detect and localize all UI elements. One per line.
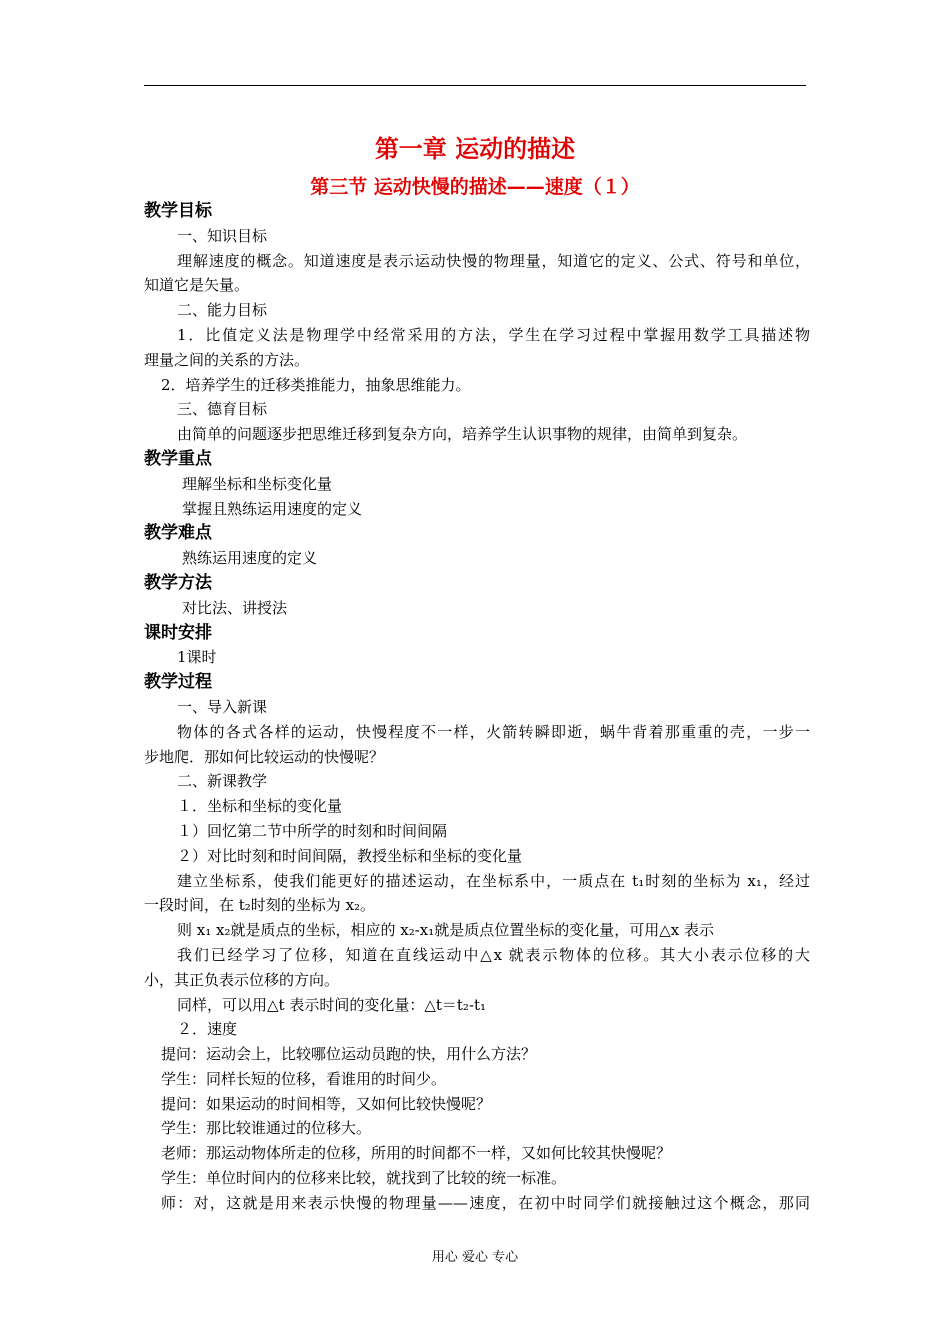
chapter-title: 第一章 运动的描述 — [374, 135, 576, 163]
text-line: 1．比值定义法是物理学中经常采用的方法，学生在学习过程中掌握用数学工具描述物 — [177, 325, 810, 344]
text-line: 老师：那运动物体所走的位移，所用的时间都不一样，又如何比较其快慢呢？ — [161, 1144, 672, 1163]
text-line: 则 x₁ x₂就是质点的坐标，相应的 x₂-x₁就是质点位置坐标的变化量，可用△x 表示 — [177, 921, 715, 940]
section-heading: 教学方法 — [144, 572, 212, 593]
text-line: 提问：如果运动的时间相等，又如何比较快慢呢？ — [161, 1094, 492, 1113]
text-line: 二、能力目标 — [177, 301, 268, 320]
section-heading: 课时安排 — [144, 622, 212, 643]
text-line: 物体的各式各样的运动，快慢程度不一样，火箭转瞬即逝，蜗牛背着那重重的壳，一步一 — [177, 722, 810, 741]
text-line: 1课时 — [177, 648, 217, 667]
text-line: 掌握且熟练运用速度的定义 — [182, 499, 363, 518]
text-line: 一、知识目标 — [177, 226, 268, 245]
section-heading: 教学重点 — [144, 448, 212, 469]
text-line: 建立坐标系，使我们能更好的描述运动，在坐标系中，一质点在 t₁时刻的坐标为 x₁，经过 — [177, 871, 810, 890]
text-line: ２）对比时刻和时间间隔，教授坐标和坐标的变化量 — [177, 846, 523, 865]
header-rule — [144, 85, 806, 86]
text-line: １）回忆第二节中所学的时刻和时间间隔 — [177, 821, 448, 840]
text-line: 理解速度的概念。知道速度是表示运动快慢的物理量，知道它的定义、公式、符号和单位， — [177, 251, 810, 270]
section-title: 第三节 运动快慢的描述——速度（１） — [310, 176, 640, 198]
text-line: 我们已经学习了位移，知道在直线运动中△x 就表示物体的位移。其大小表示位移的大 — [177, 945, 810, 964]
text-line: 提问：运动会上，比较哪位运动员跑的快，用什么方法？ — [161, 1045, 537, 1064]
text-line: 二、新课教学 — [177, 772, 268, 791]
text-line: 知道它是矢量。 — [144, 276, 250, 295]
text-line: 学生：同样长短的位移，看谁用的时间少。 — [161, 1069, 447, 1088]
section-heading: 教学过程 — [144, 672, 212, 693]
text-line: ２．速度 — [177, 1020, 238, 1039]
text-line: 同样，可以用△t 表示时间的变化量：△t＝t₂-t₁ — [177, 995, 487, 1014]
document-body — [144, 199, 810, 1216]
text-line: 对比法、讲授法 — [182, 598, 288, 617]
text-line: 步地爬．那如何比较运动的快慢呢？ — [144, 747, 385, 766]
text-line: 师：对，这就是用来表示快慢的物理量——速度，在初中时同学们就接触过这个概念，那同 — [161, 1193, 810, 1212]
text-line: １．坐标和坐标的变化量 — [177, 797, 343, 816]
text-line: 学生：那比较谁通过的位移大。 — [161, 1119, 372, 1138]
text-line: 一、导入新课 — [177, 697, 268, 716]
section-heading: 教学难点 — [144, 523, 212, 544]
section-heading: 教学目标 — [144, 201, 212, 221]
text-line: 三、德育目标 — [177, 400, 268, 419]
text-line: 2．培养学生的迁移类推能力，抽象思维能力。 — [161, 375, 471, 394]
text-line: 理解坐标和坐标变化量 — [182, 474, 333, 493]
text-line: 学生：单位时间内的位移来比较，就找到了比较的统一标准。 — [161, 1169, 567, 1188]
text-line: 熟练运用速度的定义 — [182, 549, 318, 568]
text-line: 由简单的问题逐步把思维迁移到复杂方向，培养学生认识事物的规律，由简单到复杂。 — [177, 425, 748, 444]
text-line: 理量之间的关系的方法。 — [144, 350, 310, 369]
text-line: 小，其正负表示位移的方向。 — [144, 970, 340, 989]
text-line: 一段时间，在 t₂时刻的坐标为 x₂。 — [144, 896, 376, 915]
page-footer: 用心 爱心 专心 — [431, 1250, 519, 1265]
